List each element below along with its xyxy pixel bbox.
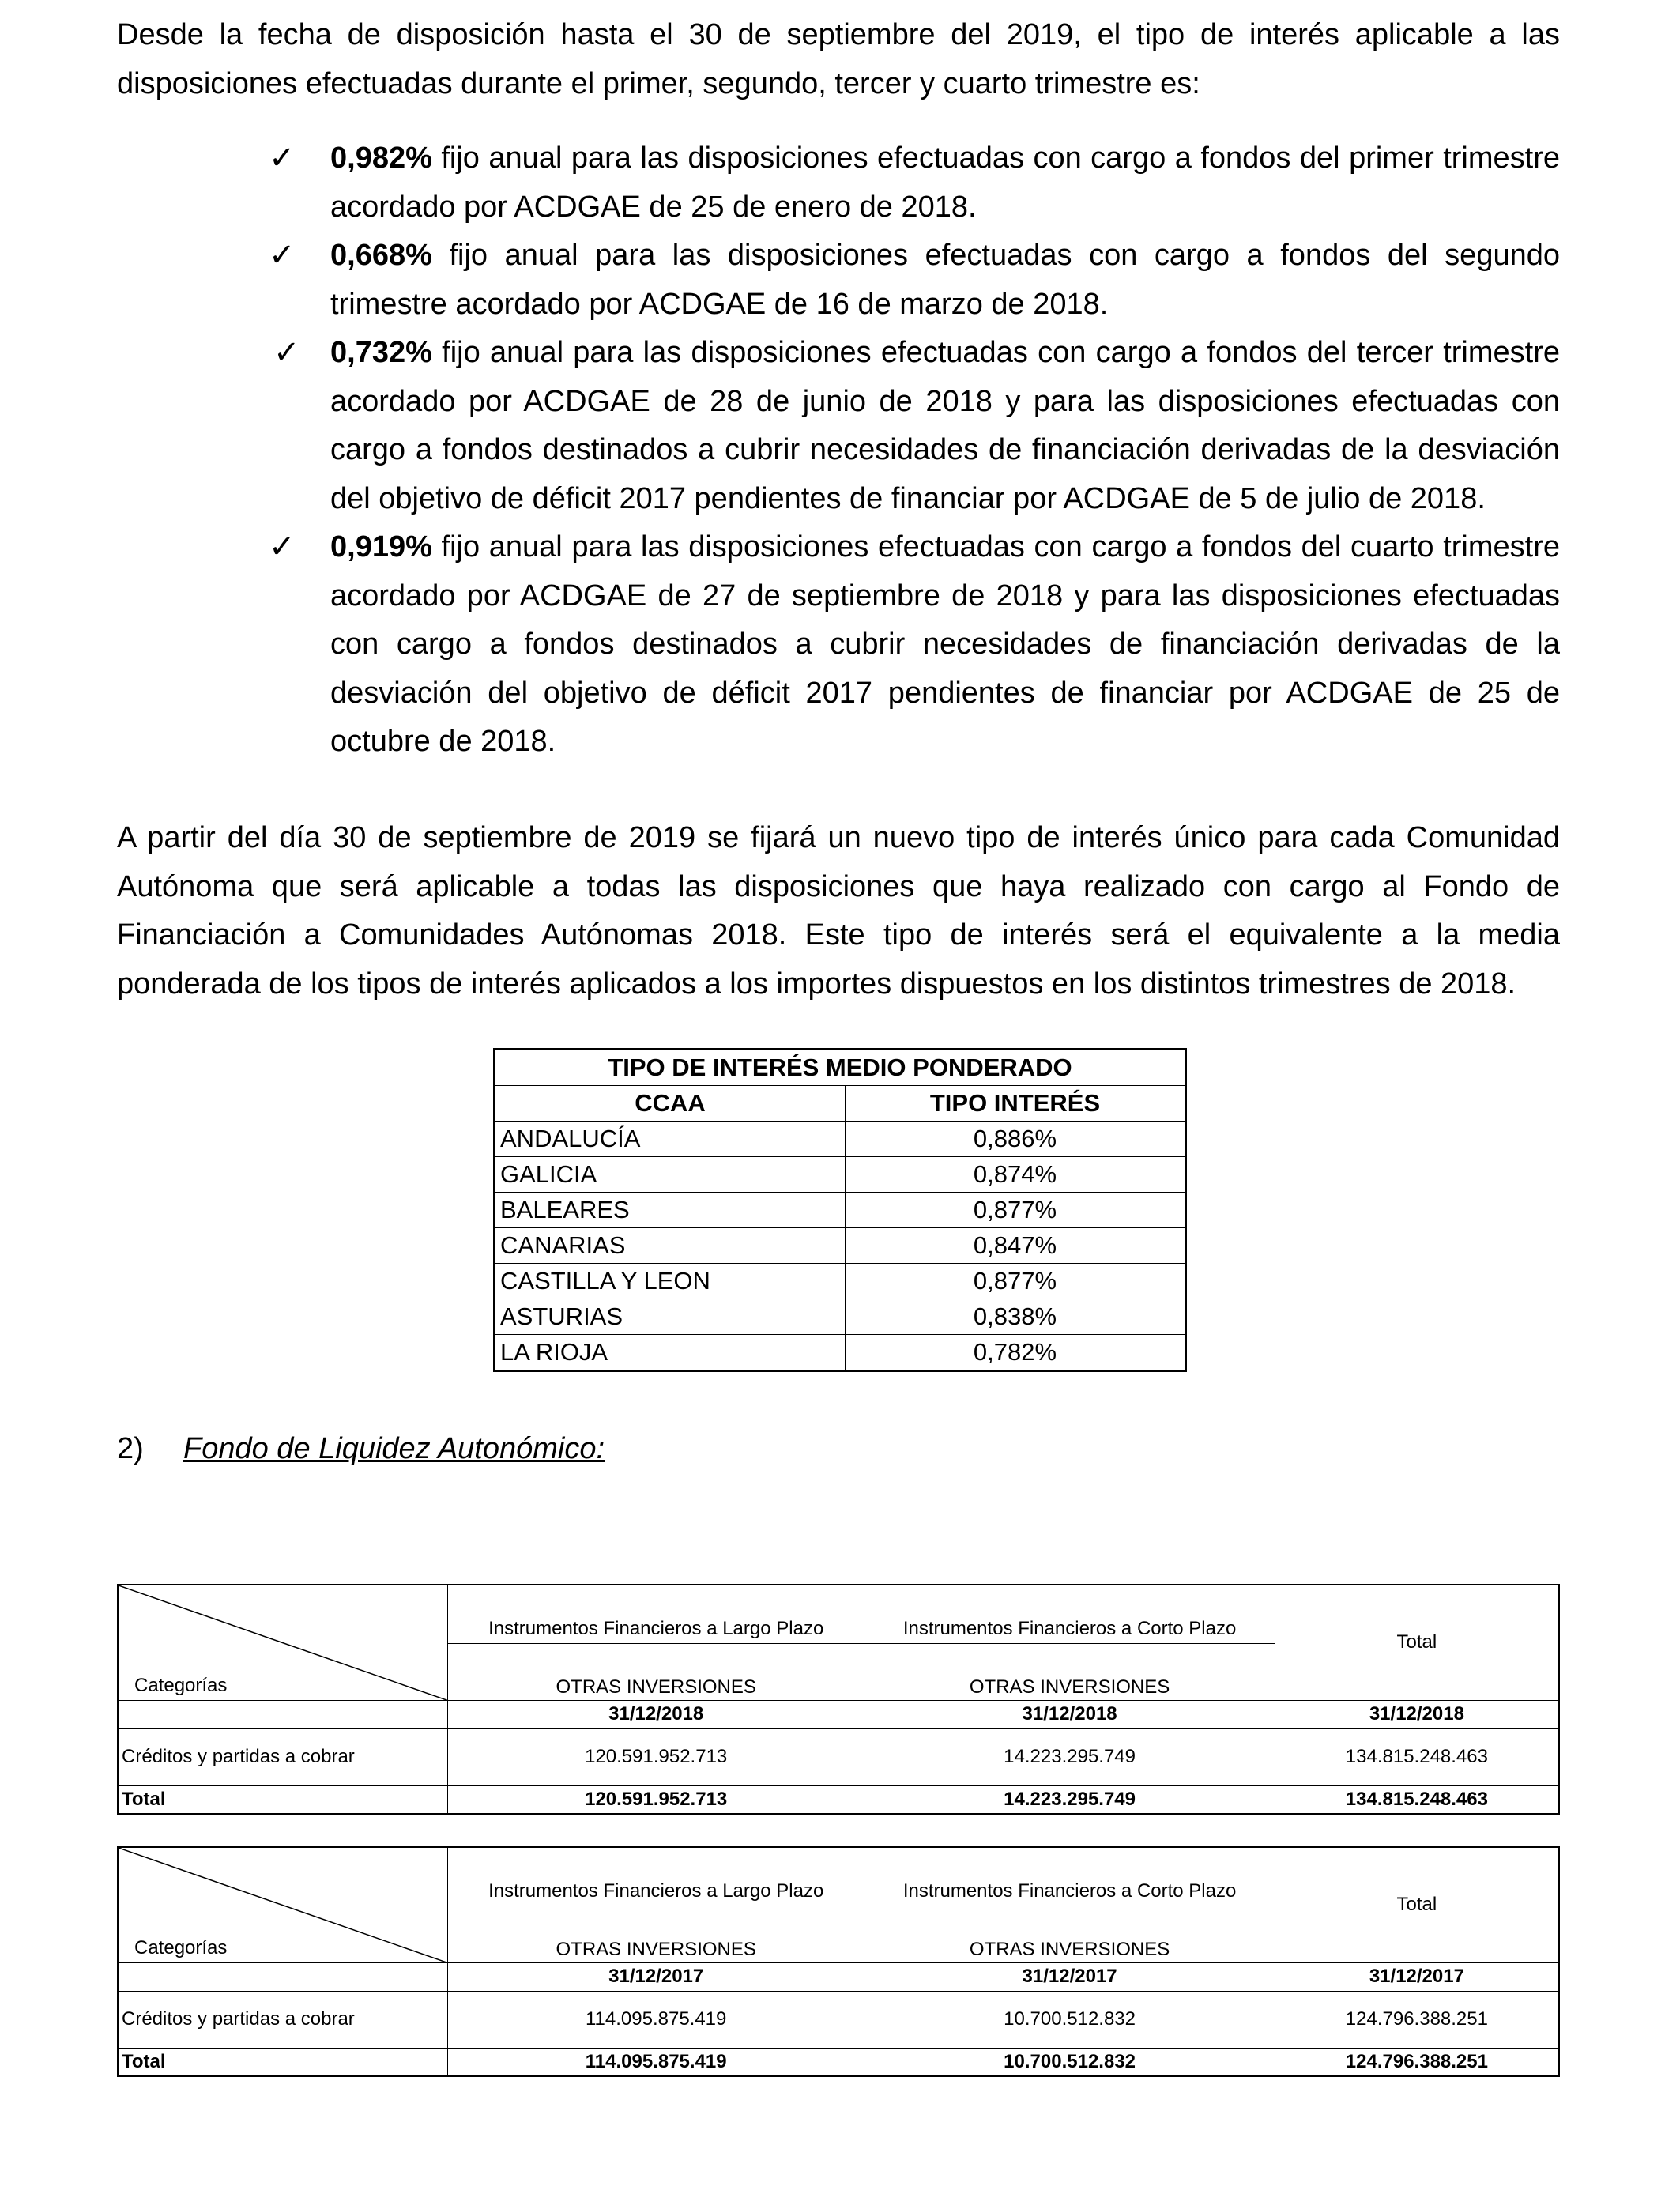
rate-table-col-rate: TIPO INTERÉS	[846, 1086, 1186, 1122]
rate-cell: 0,782%	[846, 1335, 1186, 1371]
bullet-description: fijo anual para las disposiciones efectuadas con cargo a fondos del tercer trimestre acordado por ACDGAE de 28 de junio de 2018 y para las disposiciones efectuadas con cargo a fondos destinados a cubrir necesidades de financiación derivadas de la desviación del objetivo de déficit 2017 pendientes de financiar por ACDGAE de 5 de julio de 2018.	[330, 336, 1560, 515]
ccaa-cell: ANDALUCÍA	[495, 1122, 846, 1157]
bullet-description: fijo anual para las disposiciones efectuadas con cargo a fondos del segundo trimestre acordado por ACDGAE de 16 de marzo de 2018.	[330, 239, 1560, 321]
checkmark-icon: ✓	[269, 530, 296, 564]
long-term-header: Instrumentos Financieros a Largo Plazo	[448, 1847, 864, 1906]
bullet-description: fijo anual para las disposiciones efectuadas con cargo a fondos del cuarto trimestre acordado por ACDGAE de 27 de septiembre de 2018 y para las disposiciones efectuadas con cargo a fondos destinados a cubrir necesidades de financiación derivadas de la desviación del objetivo de déficit 2017 pendientes de financiar por ACDGAE de 25 de octubre de 2018.	[330, 530, 1560, 758]
long-term-header: Instrumentos Financieros a Largo Plazo	[448, 1585, 864, 1643]
ccaa-cell: BALEARES	[495, 1193, 846, 1228]
total-st-value: 14.223.295.749	[864, 1785, 1275, 1814]
bullet-rate: 0,919%	[330, 530, 432, 564]
short-term-header: Instrumentos Financieros a Corto Plazo	[864, 1585, 1275, 1643]
bullet-rate: 0,732%	[330, 336, 432, 369]
table-row	[495, 1122, 1186, 1157]
ccaa-cell: LA RIOJA	[495, 1335, 846, 1371]
table-row	[495, 1193, 1186, 1228]
total-header: Total	[1275, 1847, 1559, 1962]
other-investments-lt: OTRAS INVERSIONES	[448, 1643, 864, 1700]
total-label: Total	[118, 2048, 448, 2076]
checkmark-icon: ✓	[273, 335, 300, 370]
rate-cell: 0,886%	[846, 1122, 1186, 1157]
rate-cell: 0,877%	[846, 1193, 1186, 1228]
other-investments-lt: OTRAS INVERSIONES	[448, 1906, 864, 1962]
fla-table-2018	[117, 1584, 1560, 1815]
row-total-value: 124.796.388.251	[1275, 1991, 1559, 2048]
total-st-value: 10.700.512.832	[864, 2048, 1275, 2076]
ccaa-cell: CANARIAS	[495, 1228, 846, 1264]
date-total: 31/12/2017	[1275, 1962, 1559, 1991]
rate-cell: 0,874%	[846, 1157, 1186, 1193]
bullet-text	[330, 134, 1560, 232]
row-lt-value: 114.095.875.419	[448, 1991, 864, 2048]
checkmark-icon: ✓	[269, 238, 296, 273]
interest-rate-table	[493, 1048, 1187, 1372]
rate-table-title: TIPO DE INTERÉS MEDIO PONDERADO	[495, 1050, 1186, 1086]
total-total-value: 124.796.388.251	[1275, 2048, 1559, 2076]
date-st: 31/12/2018	[864, 1700, 1275, 1728]
checkmark-icon: ✓	[269, 141, 296, 175]
other-investments-st: OTRAS INVERSIONES	[864, 1643, 1275, 1700]
row-lt-value: 120.591.952.713	[448, 1728, 864, 1785]
rate-cell: 0,838%	[846, 1299, 1186, 1335]
total-total-value: 134.815.248.463	[1275, 1785, 1559, 1814]
bullet-text	[330, 523, 1560, 767]
row-label: Créditos y partidas a cobrar	[118, 1728, 448, 1785]
table-row	[118, 1991, 1559, 2048]
rate-table-col-ccaa: CCAA	[495, 1086, 846, 1122]
bullet-rate: 0,668%	[330, 239, 432, 272]
total-row	[118, 1785, 1559, 1814]
other-investments-st: OTRAS INVERSIONES	[864, 1906, 1275, 1962]
total-label: Total	[118, 1785, 448, 1814]
categories-header	[118, 1585, 448, 1700]
date-lt: 31/12/2018	[448, 1700, 864, 1728]
bullet-description: fijo anual para las disposiciones efectuadas con cargo a fondos del primer trimestre acordado por ACDGAE de 25 de enero de 2018.	[330, 141, 1560, 224]
second-paragraph: A partir del día 30 de septiembre de 2019 se fijará un nuevo tipo de interés único para cada Comunidad Autónoma que será aplicable a todas las disposiciones que haya realizado con cargo al Fondo de Financiación a Comunidades Autónomas 2018. Este tipo de interés será el equivalente a la media ponderada de los tipos de interés aplicados a los importes dispuestos en los distintos trimestres de 2018.	[117, 821, 1560, 1001]
row-label: Créditos y partidas a cobrar	[118, 1991, 448, 2048]
bullet-rate: 0,982%	[330, 141, 432, 175]
empty-cell	[118, 1962, 448, 1991]
section-number: 2)	[117, 1432, 144, 1465]
rate-cell: 0,877%	[846, 1264, 1186, 1299]
bullet-text	[330, 329, 1560, 523]
row-total-value: 134.815.248.463	[1275, 1728, 1559, 1785]
empty-cell	[118, 1700, 448, 1728]
ccaa-cell: CASTILLA Y LEON	[495, 1264, 846, 1299]
row-st-value: 10.700.512.832	[864, 1991, 1275, 2048]
total-lt-value: 120.591.952.713	[448, 1785, 864, 1814]
categories-label: Categorías	[134, 1674, 228, 1696]
table-row	[495, 1299, 1186, 1335]
categories-header	[118, 1847, 448, 1962]
date-total: 31/12/2018	[1275, 1700, 1559, 1728]
table-row	[495, 1228, 1186, 1264]
total-lt-value: 114.095.875.419	[448, 2048, 864, 2076]
categories-label: Categorías	[134, 1936, 228, 1958]
table-row	[495, 1157, 1186, 1193]
date-st: 31/12/2017	[864, 1962, 1275, 1991]
section-title: Fondo de Liquidez Autonómico:	[183, 1432, 605, 1465]
fla-table-2017	[117, 1846, 1560, 2077]
table-row	[118, 1728, 1559, 1785]
diagonal-line	[119, 1585, 449, 1701]
date-lt: 31/12/2017	[448, 1962, 864, 1991]
diagonal-line	[119, 1848, 449, 1963]
bullet-text	[330, 232, 1560, 329]
ccaa-cell: ASTURIAS	[495, 1299, 846, 1335]
ccaa-cell: GALICIA	[495, 1157, 846, 1193]
total-row	[118, 2048, 1559, 2076]
table-row	[495, 1264, 1186, 1299]
short-term-header: Instrumentos Financieros a Corto Plazo	[864, 1847, 1275, 1906]
section-heading	[117, 1432, 605, 1466]
total-header: Total	[1275, 1585, 1559, 1700]
row-st-value: 14.223.295.749	[864, 1728, 1275, 1785]
rate-cell: 0,847%	[846, 1228, 1186, 1264]
intro-paragraph: Desde la fecha de disposición hasta el 30 de septiembre del 2019, el tipo de interés aplicable a las disposiciones efectuadas durante el primer, segundo, tercer y cuarto trimestre es:	[117, 18, 1560, 100]
table-row	[495, 1335, 1186, 1371]
